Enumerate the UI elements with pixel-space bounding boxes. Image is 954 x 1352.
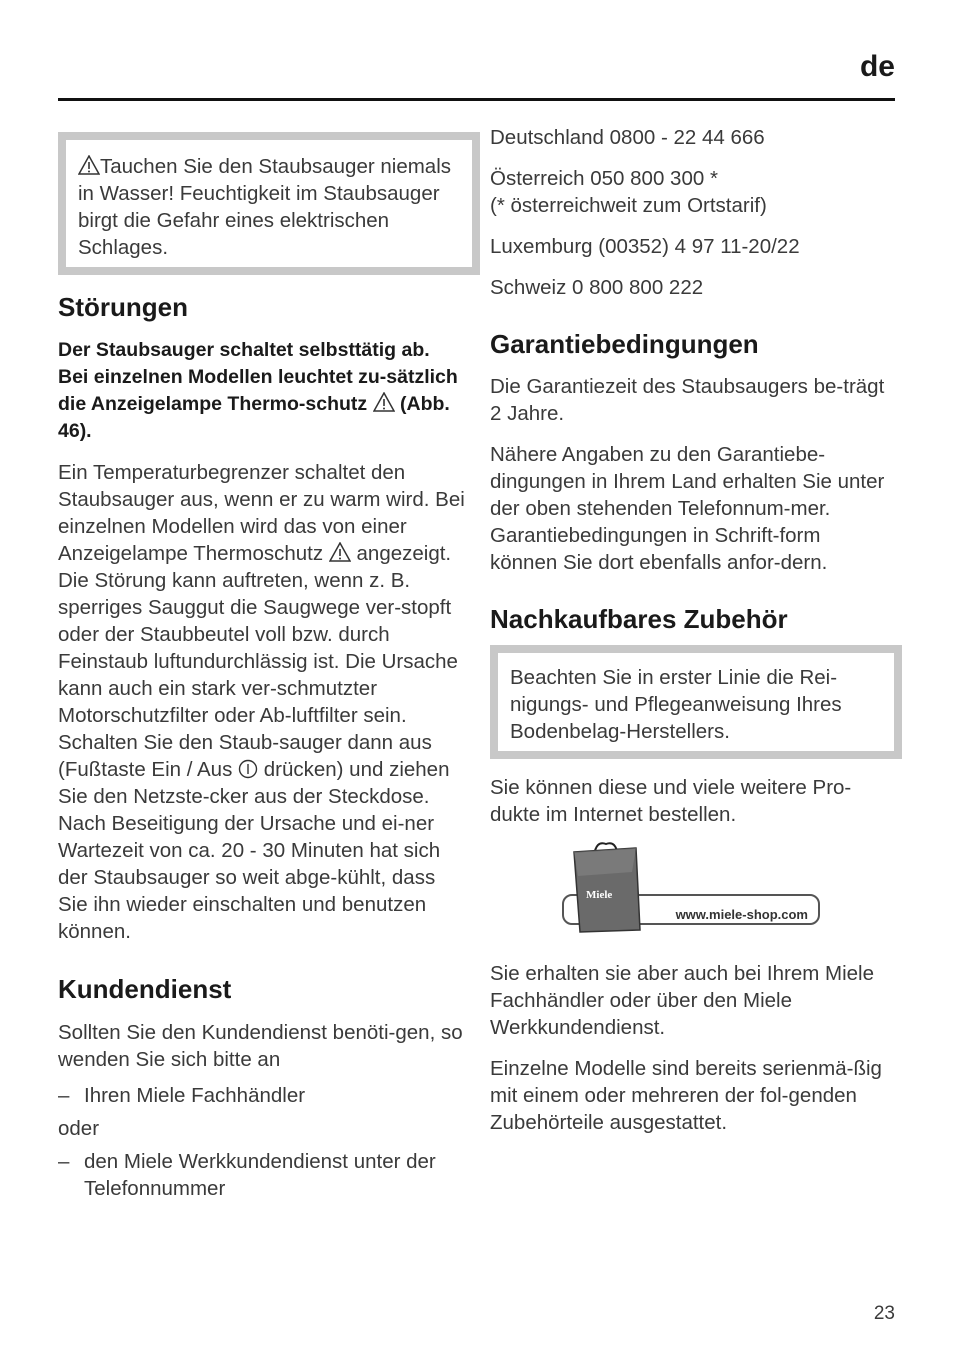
stoerungen-para-1 xyxy=(58,459,468,567)
warning-text: Tauchen Sie den Staubsauger niemals in Wasser! Feuchtigkeit im Staubsauger birgt die Gefahr eines elektrischen Schlages. xyxy=(78,155,452,259)
zubehoer-para-1: Sie können diese und viele weitere Pro-dukte im Internet bestellen. xyxy=(490,776,852,826)
stoerungen-p1b: angezeigt. xyxy=(350,542,452,565)
stoerungen-para-3: Nach Beseitigung der Ursache und ei-ner Wartezeit von ca. 20 - 30 Minuten hat sich der Staubsauger so weit abge-kühlt, dass Sie ihn wieder einschalten und benutzen können. xyxy=(58,812,441,943)
shop-brand: Miele xyxy=(586,889,613,901)
left-column xyxy=(58,132,468,1202)
zubehoer-para-2: Sie erhalten sie aber auch bei Ihrem Miele Fachhändler oder über den Miele Werkkundendienst. xyxy=(490,962,875,1039)
stoerungen-p2a: Die Störung kann auftreten, wenn z. B. sperriges Sauggut die Saugwege ver-stopft oder der Staubbeutel voll bzw. durch Feinstaub luftundurchlässig ist. Die Ursache kann auch ein stark ver-schmutzter Motorschutzfilter oder Ab-luftfilter sein. Schalten Sie den Staub-sauger dann aus (Fußtaste Ein / Aus xyxy=(58,569,458,781)
list-item xyxy=(58,1082,468,1109)
language-code: de xyxy=(859,50,895,83)
shopping-bag-icon xyxy=(572,842,642,934)
heading-garantie: Garantiebedingungen xyxy=(490,329,759,359)
notice-box xyxy=(490,645,902,759)
heading-kundendienst: Kundendienst xyxy=(58,974,232,1004)
stoerungen-p2b: drücken) und ziehen Sie den Netzste-cker aus der Steckdose. xyxy=(58,758,450,808)
phone-de: Deutschland 0800 - 22 44 666 xyxy=(490,126,765,149)
stoerungen-bold-2b: (Abb. 46). xyxy=(58,393,450,442)
page-number: 23 xyxy=(873,1303,895,1324)
warning-triangle-icon xyxy=(373,392,395,412)
garantie-para-2: Nähere Angaben zu den Garantiebe-dingungen in Ihrem Land erhalten Sie unter der oben stehenden Telefonnum-mer. Garantiebedingungen in Schrift-form können Sie dort ebenfalls anfor-dern. xyxy=(490,443,885,574)
garantie-para-1: Die Garantiezeit des Staubsaugers be-trägt 2 Jahre. xyxy=(490,375,885,425)
zubehoer-para-3: Einzelne Modelle sind bereits serienmä-ßig mit einem oder mehreren der fol-genden Zubehörteile ausgestattet. xyxy=(490,1057,882,1134)
warning-box xyxy=(58,132,480,275)
warning-text-block xyxy=(78,153,460,261)
list-dash: – xyxy=(58,1150,70,1173)
right-column xyxy=(490,126,900,1136)
heading-stoerungen: Störungen xyxy=(58,292,188,322)
phone-at: Österreich 050 800 300 * xyxy=(490,167,718,190)
header-rule xyxy=(58,98,895,101)
warning-triangle-icon xyxy=(78,155,100,175)
kundendienst-item-1: Ihren Miele Fachhändler xyxy=(84,1084,306,1107)
stoerungen-bold-1: Der Staubsauger schaltet selbsttätig ab. xyxy=(58,339,430,361)
phone-lu: Luxemburg (00352) 4 97 11-20/22 xyxy=(490,235,800,258)
shop-url: www.miele-shop.com xyxy=(675,907,808,922)
power-icon xyxy=(238,759,258,779)
phone-ch: Schweiz 0 800 800 222 xyxy=(490,276,704,299)
stoerungen-bold-2 xyxy=(58,364,468,445)
zubehoer-notice: Beachten Sie in erster Linie die Rei-nigungs- und Pflegeanweisung Ihres Bodenbelag-Herstellers. xyxy=(510,666,842,743)
kundendienst-oder: oder xyxy=(58,1117,100,1140)
kundendienst-item-2: den Miele Werkkundendienst unter der Telefonnummer xyxy=(84,1150,436,1200)
stoerungen-p1a: Ein Temperaturbegrenzer schaltet den Staubsauger aus, wenn er zu warm wird. Bei einzelnen Modellen wird das von einer Anzeigelampe Thermoschutz xyxy=(58,461,465,565)
shop-graphic xyxy=(490,842,900,942)
heading-zubehoer: Nachkaufbares Zubehör xyxy=(490,604,788,634)
kundendienst-para-1: Sollten Sie den Kundendienst benöti-gen, so wenden Sie sich bitte an xyxy=(58,1021,463,1071)
stoerungen-bold-2a: Bei einzelnen Modellen leuchtet zu-sätzlich die Anzeigelampe Thermo-schutz xyxy=(58,366,458,415)
list-item xyxy=(58,1148,468,1202)
warning-triangle-icon xyxy=(329,542,351,562)
list-dash: – xyxy=(58,1084,70,1107)
phone-at-note: (* österreichweit zum Ortstarif) xyxy=(490,194,767,217)
stoerungen-para-2 xyxy=(58,567,468,810)
